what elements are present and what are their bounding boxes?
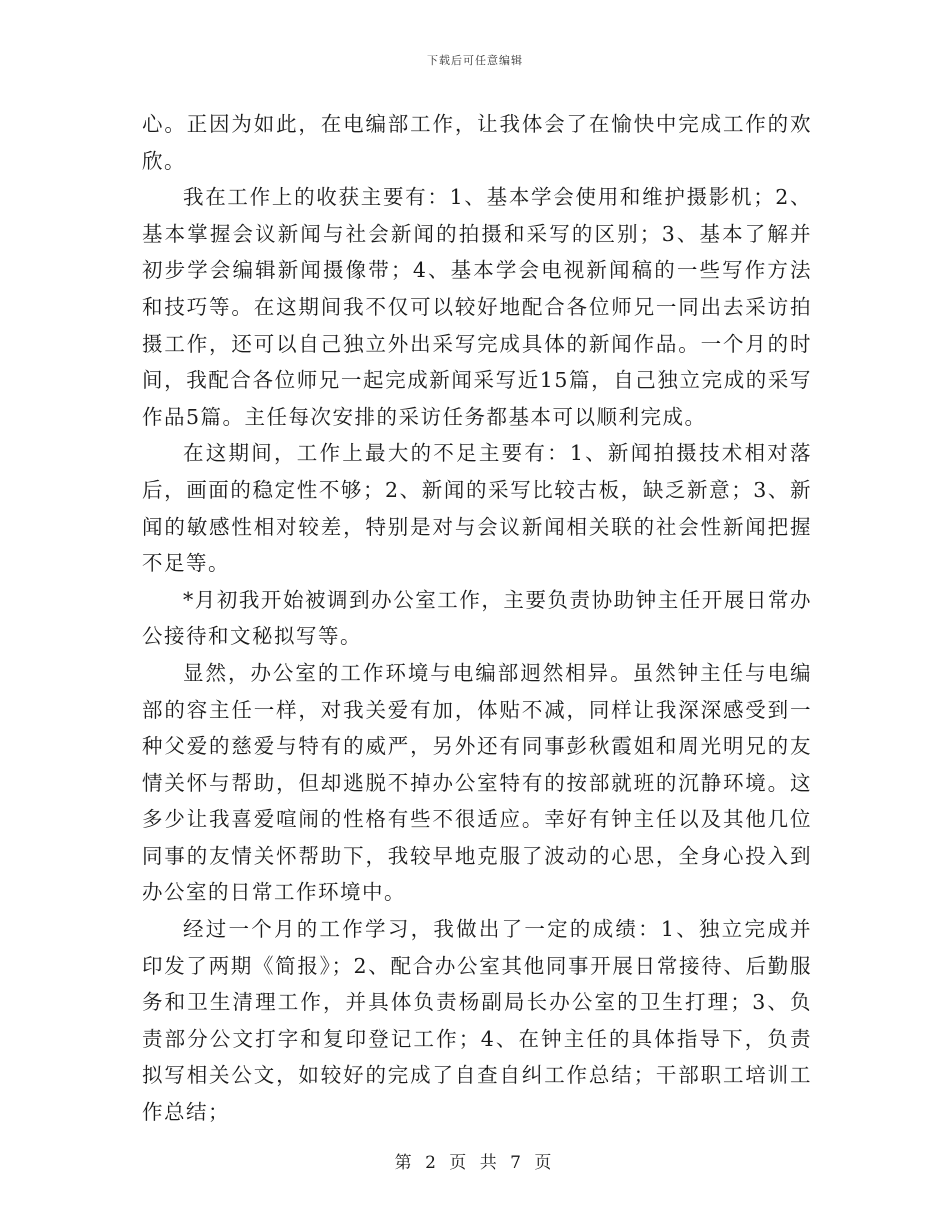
paragraph-shortcomings: 在这期间，工作上最大的不足主要有：1、新闻拍摄技术相对落后，画面的稳定性不够；2、新闻的采写比较古板，缺乏新意；3、新闻的敏感性相对较差，特别是对与会议新闻相关联的社会性新闻把握不足等。 [142, 441, 812, 576]
page-header-note: 下载后可任意编辑 [427, 54, 523, 67]
paragraph-transfer-office: *月初我开始被调到办公室工作，主要负责协助钟主任开展日常办公接待和文秘拟写等。 [142, 587, 812, 649]
paragraph-continuation: 心。正因为如此，在电编部工作，让我体会了在愉快中完成工作的欢欣。 [142, 112, 812, 173]
document-body [142, 106, 812, 1131]
paragraph-achievements: 经过一个月的工作学习，我做出了一定的成绩：1、独立完成并印发了两期《简报》；2、配合办公室其他同事开展日常接待、后勤服务和卫生清理工作，并具体负责杨副局长办公室的卫生打理；3、负责部分公文打字和复印登记工作；4、在钟主任的具体指导下，负责拟写相关公文，如较好的完成了自查自纠工作总结；干部职工培训工作总结； [142, 917, 812, 1125]
paragraph-work-gains: 我在工作上的收获主要有：1、基本学会使用和维护摄影机；2、基本掌握会议新闻与社会新闻的拍摄和采写的区别；3、基本了解并初步学会编辑新闻摄像带；4、基本学会电视新闻稿的一些写作方法和技巧等。在这期间我不仅可以较好地配合各位师兄一同出去采访拍摄工作，还可以自己独立外出采写完成具体的新闻作品。一个月的时间，我配合各位师兄一起完成新闻采写近15篇，自己独立完成的采写作品5篇。主任每次安排的采访任务都基本可以顺利完成。 [142, 185, 812, 429]
paragraph-office-environment: 显然，办公室的工作环境与电编部迥然相异。虽然钟主任与电编部的容主任一样，对我关爱有加，体贴不减，同样让我深深感受到一种父爱的慈爱与特有的威严，另外还有同事彭秋霞姐和周光明兄的友情关怀与帮助，但却逃脱不掉办公室特有的按部就班的沉静环境。这多少让我喜爱喧闹的性格有些不很适应。幸好有钟主任以及其他几位同事的友情关怀帮助下，我较早地克服了波动的心思，全身心投入到办公室的日常工作环境中。 [142, 660, 812, 905]
page-number: 第 2 页 共 7 页 [394, 1153, 556, 1173]
